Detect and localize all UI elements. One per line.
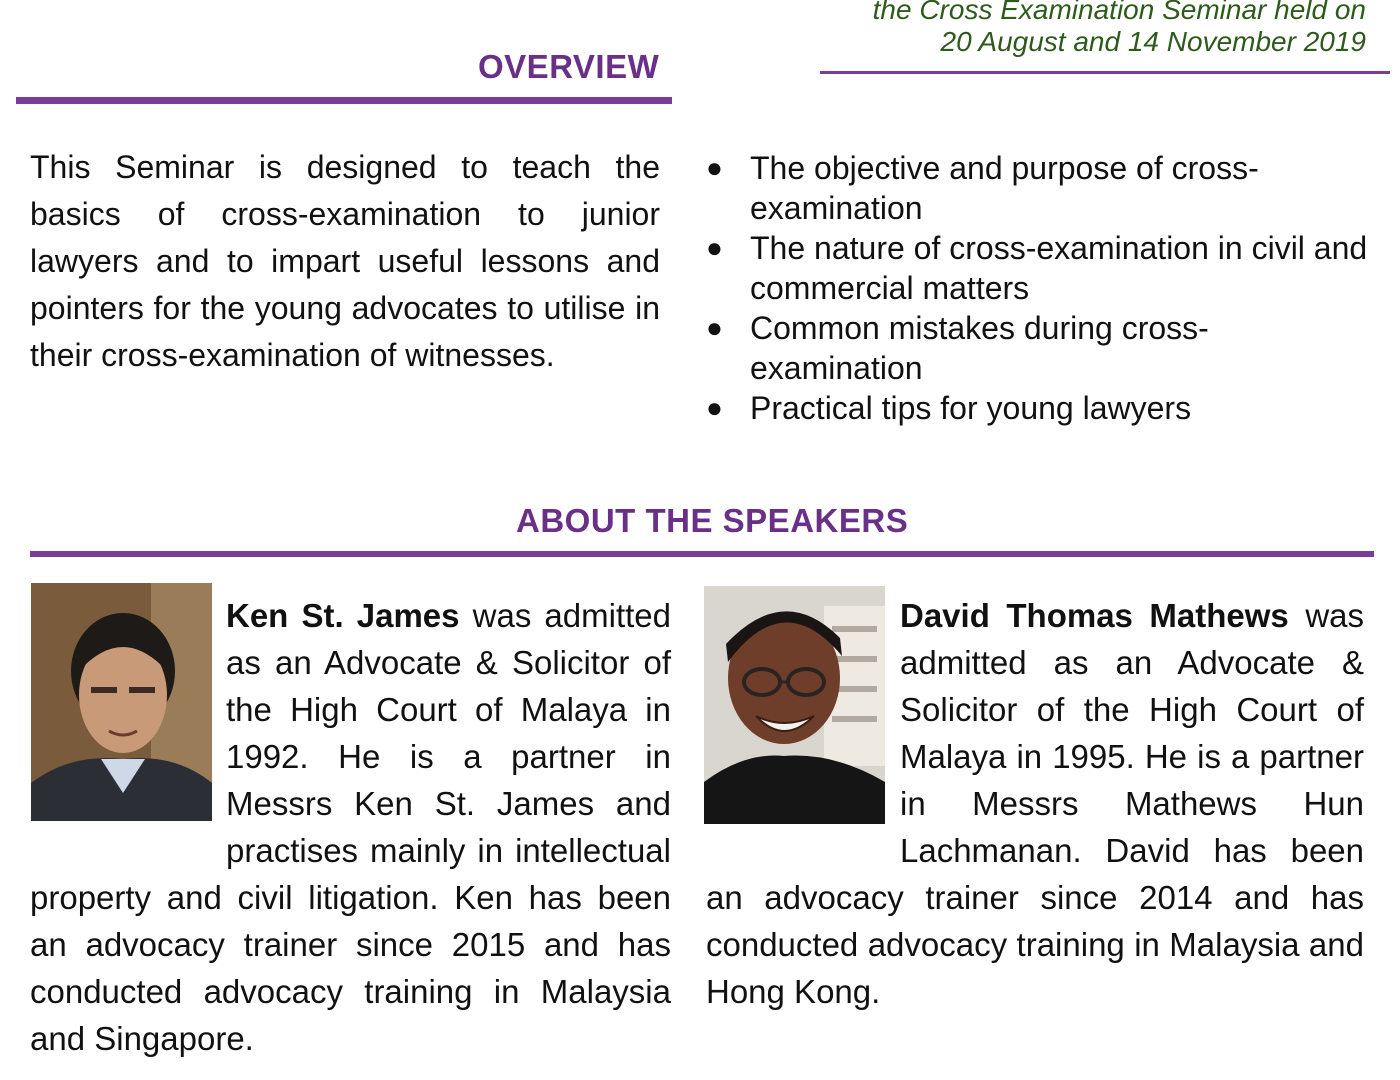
topic-text: Common mistakes during cross-examination bbox=[750, 310, 1209, 386]
topic-text: The nature of cross-examination in civil and commercial matters bbox=[750, 230, 1368, 306]
photo-wrap-spacer bbox=[30, 592, 226, 832]
list-item bbox=[700, 228, 1372, 308]
list-item bbox=[700, 388, 1372, 428]
speaker-name: David Thomas Mathews bbox=[900, 597, 1289, 634]
bullet-icon: ● bbox=[706, 312, 723, 343]
speakers-divider bbox=[30, 551, 1374, 557]
speaker-name: Ken St. James bbox=[226, 597, 460, 634]
bullet-icon: ● bbox=[706, 232, 723, 263]
speaker-bio-ken-st-james bbox=[30, 592, 671, 1062]
speakers-heading: ABOUT THE SPEAKERS bbox=[516, 502, 909, 539]
speaker-bio: was admitted as an Advocate & Solicitor of the High Court of Malaya in 1995. He is a partner in Messrs Mathews Hun Lachmanan. David has been an advocacy trainer since 2014 and has conducted advocacy training in Malaysia and Hong Kong. bbox=[706, 597, 1364, 1010]
list-item bbox=[700, 308, 1372, 388]
seminar-note-line-1: the Cross Examination Seminar held on bbox=[872, 0, 1366, 25]
bullet-icon: ● bbox=[706, 392, 723, 423]
header-divider bbox=[820, 71, 1390, 74]
seminar-date-note bbox=[766, 0, 1366, 58]
bullet-icon: ● bbox=[706, 152, 723, 183]
overview-divider bbox=[16, 97, 672, 104]
overview-topic-list bbox=[700, 148, 1372, 428]
speaker-bio: was admitted as an Advocate & Solicitor of the High Court of Malaya in 1992. He is a partner in Messrs Ken St. James and practises mainly in intellectual property and civil litigation. Ken has been an advocacy trainer since 2015 and has conducted advocacy training in Malaysia and Singapore. bbox=[30, 597, 672, 1057]
seminar-note-line-2: 20 August and 14 November 2019 bbox=[940, 26, 1366, 57]
photo-wrap-spacer bbox=[706, 592, 900, 832]
topic-text: The objective and purpose of cross-examination bbox=[750, 150, 1259, 226]
overview-description: This Seminar is designed to teach the basics of cross-examination to junior lawyers and to impart useful lessons and pointers for the young advocates to utilise in their cross-examination of witnesses. bbox=[30, 149, 660, 373]
speaker-bio-david-thomas-mathews bbox=[706, 592, 1364, 1015]
topic-text: Practical tips for young lawyers bbox=[750, 390, 1192, 426]
overview-heading: OVERVIEW bbox=[478, 48, 660, 85]
list-item bbox=[700, 148, 1372, 228]
